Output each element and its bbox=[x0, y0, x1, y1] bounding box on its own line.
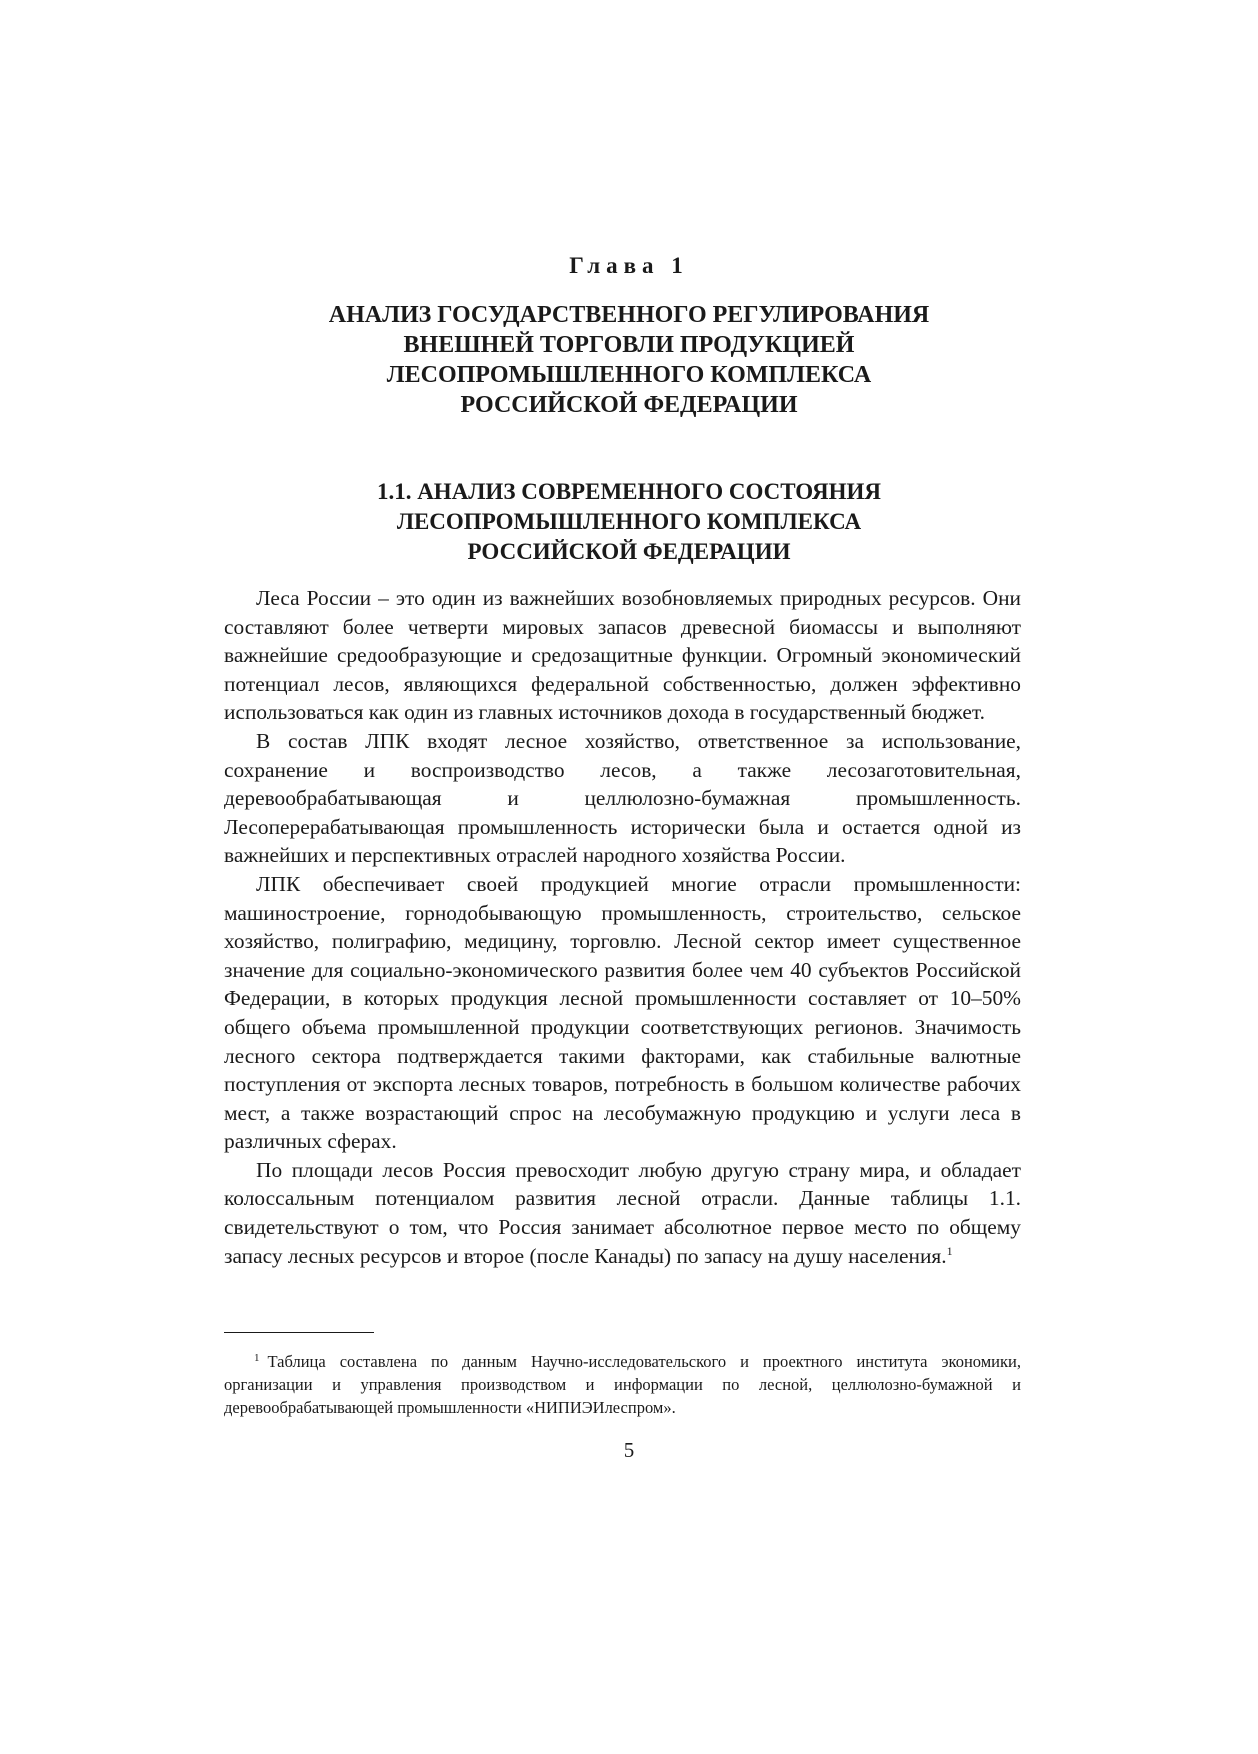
chapter-title-line: ЛЕСОПРОМЫШЛЕННОГО КОМПЛЕКСА bbox=[386, 362, 872, 388]
footnote-text: Таблица составлена по данным Научно-исследовательского и проектного института экономики, организации и управления производством и информации по лесной, целлюлозно-бумажной и деревообрабатывающей промышленности «НИПИЭИлеспром». bbox=[224, 1352, 1021, 1417]
paragraph: ЛПК обеспечивает своей продукцией многие отрасли промышленности: машиностроение, горнодобывающую промышленность, строительство, сельское хозяйство, полиграфию, медицину, торговлю. Лесной сектор имеет существенное значение для социально-экономического развития более чем 40 субъектов Российской Федерации, в которых продукция лесной промышленности составляет от 10–50% общего объема промышленной продукции соответствующих регионов. Значимость лесного сектора подтверждается такими факторами, как стабильные валютные поступления от экспорта лесных товаров, потребность в большом количестве рабочих мест, а также возрастающий спрос на лесобумажную продукцию и услуги леса в различных сферах. bbox=[224, 871, 1021, 1154]
body-text bbox=[224, 584, 1021, 1270]
section-title-line: ЛЕСОПРОМЫШЛЕННОГО КОМПЛЕКСА bbox=[396, 509, 862, 534]
page-number: 5 bbox=[623, 1438, 635, 1462]
footnote bbox=[224, 1350, 1021, 1419]
paragraph bbox=[224, 1156, 1021, 1270]
chapter-label: Глава 1 bbox=[569, 253, 689, 278]
chapter-title-line: РОССИЙСКОЙ ФЕДЕРАЦИИ bbox=[460, 392, 798, 418]
footnote-divider bbox=[224, 1332, 374, 1333]
chapter-title bbox=[0, 300, 1258, 420]
section-title-line: РОССИЙСКОЙ ФЕДЕРАЦИИ bbox=[467, 539, 791, 564]
footnote-reference[interactable]: 1 bbox=[946, 1243, 953, 1258]
section-title bbox=[0, 477, 1258, 567]
chapter-title-line: АНАЛИЗ ГОСУДАРСТВЕННОГО РЕГУЛИРОВАНИЯ bbox=[328, 302, 930, 328]
paragraph: В состав ЛПК входят лесное хозяйство, ответственное за использование, сохранение и воспроизводство лесов, а также лесозаготовительная, деревообрабатывающая и целлюлозно-бумажная промышленность. Лесоперерабатывающая промышленность исторически была и остается одной из важнейших и перспективных отраслей народного хозяйства России. bbox=[224, 728, 1021, 868]
paragraph-text: По площади лесов Россия превосходит любую другую страну мира, и обладает колоссальным потенциалом развития лесной отрасли. Данные таблицы 1.1. свидетельствуют о том, что Россия занимает абсолютное первое место по общему запасу лесных ресурсов и второе (после Канады) по запасу на душу населения. bbox=[224, 1157, 1021, 1268]
footnote-marker: 1 bbox=[254, 1351, 260, 1364]
paragraph: Леса России – это один из важнейших возобновляемых природных ресурсов. Они составляют более четверти мировых запасов древесной биомассы и выполняют важнейшие средообразующие и средозащитные функции. Огромный экономический потенциал лесов, являющихся федеральной собственностью, должен эффективно использоваться как один из главных источников дохода в государственный бюджет. bbox=[224, 586, 1021, 725]
chapter-title-line: ВНЕШНЕЙ ТОРГОВЛИ ПРОДУКЦИЕЙ bbox=[403, 332, 855, 358]
section-title-line: 1.1. АНАЛИЗ СОВРЕМЕННОГО СОСТОЯНИЯ bbox=[376, 479, 882, 504]
